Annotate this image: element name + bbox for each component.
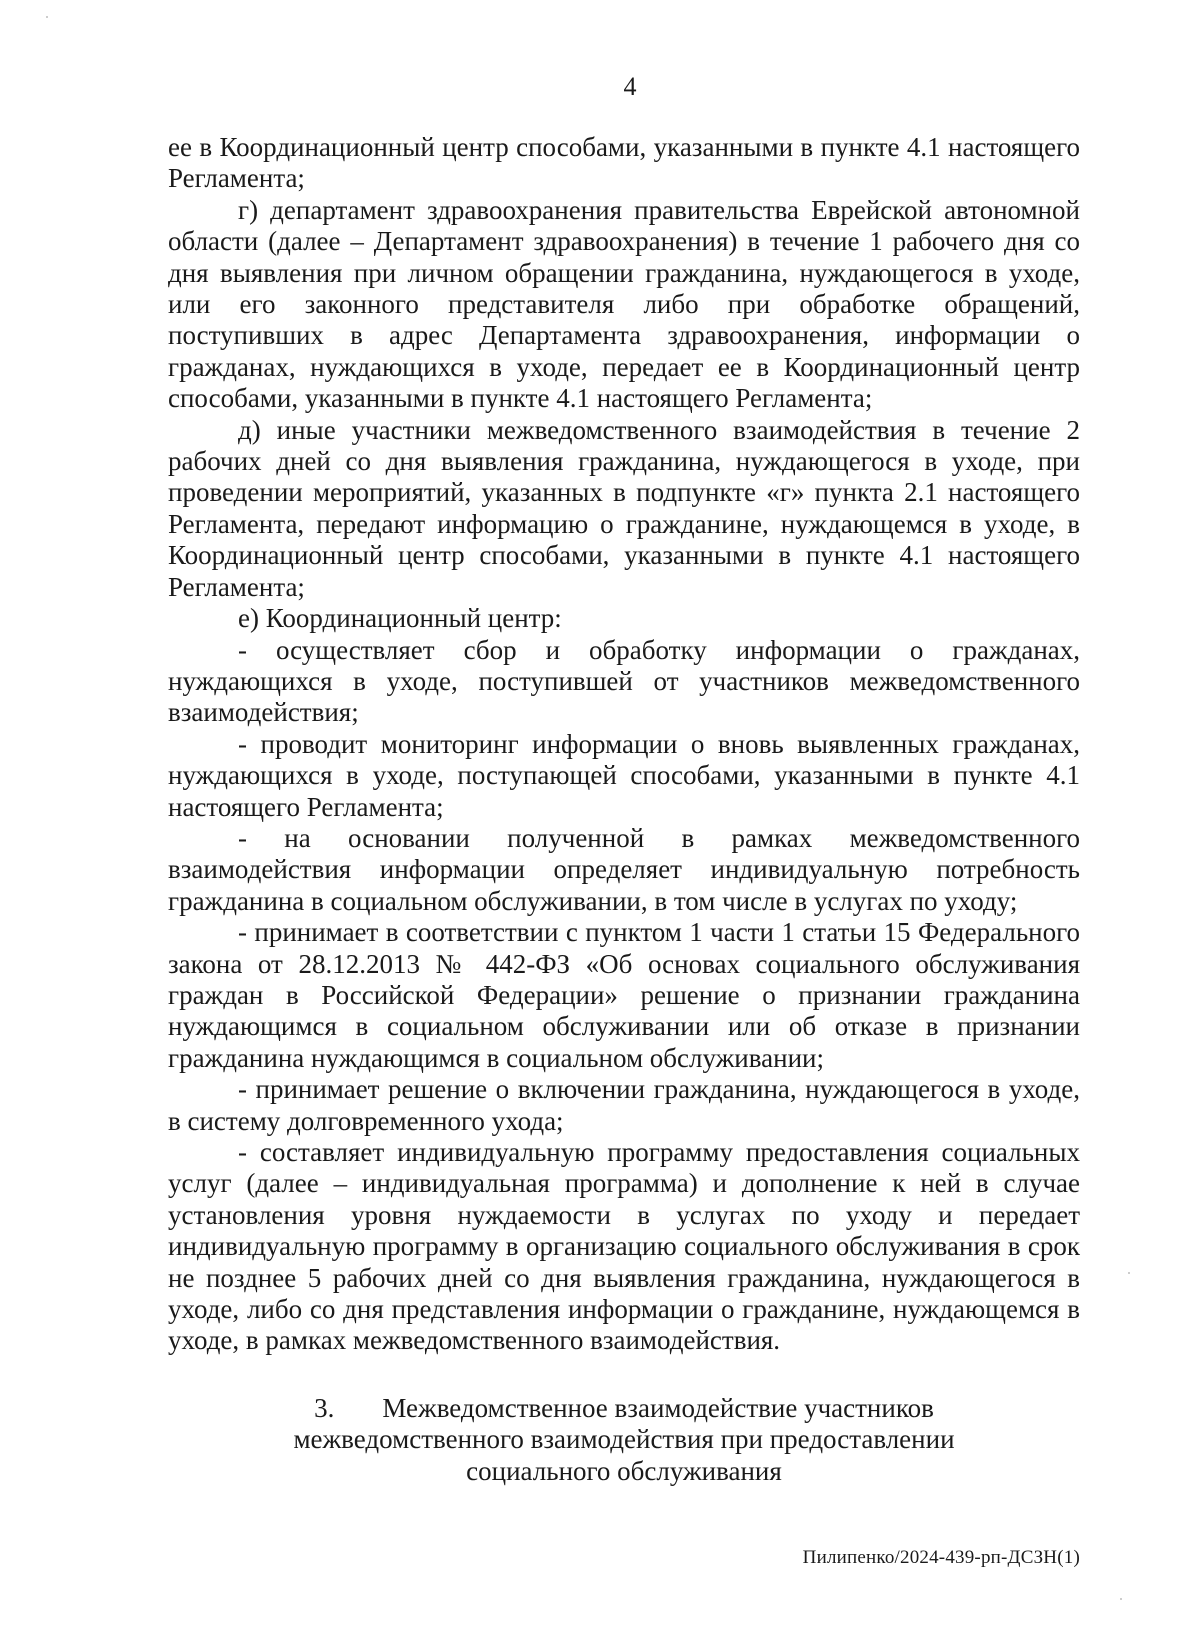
page-number: 4 (623, 72, 637, 101)
list-item-monitoring: - проводит мониторинг информации о вновь выявленных гражданах, нуждающихся в уходе, поступающей способами, указанными в пункте 4.1 настоящего Регламента; (168, 728, 1080, 822)
paragraph-item-d: д) иные участники межведомственного взаимодействия в течение 2 рабочих дней со дня выявления гражданина, нуждающегося в уходе, при проведении мероприятий, указанных в подпункте «г» пункта 2.1 настоящего Регламента, передают информацию о гражданине, нуждающемся в уходе, в Координационный центр способами, указанными в пункте 4.1 настоящего Регламента; (168, 414, 1080, 602)
list-item-decision-recognition: - принимает в соответствии с пунктом 1 части 1 статьи 15 Федерального закона от 28.12.2013 № 442-ФЗ «Об основах социального обслуживания граждан в Российской Федерации» решение о признании гражданина нуждающимся в социальном обслуживании или об отказе в признании гражданина нуждающимся в социальном обслуживании; (168, 917, 1080, 1073)
section-title-part-1: Межведомственное взаимодействие участников (382, 1393, 934, 1423)
paragraph-continuation: ее в Координационный центр способами, указанными в пункте 4.1 настоящего Регламента; (168, 132, 1080, 194)
section-heading-line-1 (168, 1393, 1080, 1424)
section-number: 3. (314, 1393, 335, 1423)
scan-speck (46, 16, 48, 18)
section-heading-line-3: социального обслуживания (466, 1455, 782, 1486)
list-item-need-assessment: - на основании полученной в рамках межведомственного взаимодействия информации определяет индивидуальную потребность гражданина в социальном обслуживании, в том числе в услугах по уходу; (168, 822, 1080, 916)
list-item-individual-program: - составляет индивидуальную программу предоставления социальных услуг (далее – индивидуальная программа) и дополнение к ней в случае установления уровня нуждаемости в услугах по уходу и передает индивидуальную программу в организацию социального обслуживания в срок не позднее 5 рабочих дней со дня выявления гражданина, нуждающегося в уходе, либо со дня представления информации о гражданине, нуждающемся в уходе, в рамках межведомственного взаимодействия. (168, 1137, 1080, 1356)
scan-speck (1128, 1272, 1130, 1274)
section-heading (168, 1393, 1080, 1487)
paragraph-item-g: г) департамент здравоохранения правительства Еврейской автономной области (далее – Департамент здравоохранения) в течение 1 рабочего дня со дня выявления при личном обращении гражданина, нуждающегося в уходе, или его законного представителя либо при обработке обращений, поступивших в адрес Департамента здравоохранения, информации о гражданах, нуждающихся в уходе, передает ее в Координационный центр способами, указанными в пункте 4.1 настоящего Регламента; (168, 194, 1080, 414)
list-item-collection: - осуществляет сбор и обработку информации о гражданах, нуждающихся в уходе, поступившей от участников межведомственного взаимодействия; (168, 634, 1080, 728)
section-heading-line-2: межведомственного взаимодействия при предоставлении (293, 1424, 955, 1455)
document-body (168, 132, 1080, 1357)
paragraph-item-e: е) Координационный центр: (238, 603, 562, 634)
scan-speck (1120, 1598, 1122, 1600)
document-reference-code: Пилипенко/2024-439-рп-ДСЗН(1) (802, 1547, 1080, 1568)
list-item-decision-inclusion: - принимает решение о включении гражданина, нуждающегося в уходе, в систему долговременного ухода; (168, 1074, 1080, 1136)
